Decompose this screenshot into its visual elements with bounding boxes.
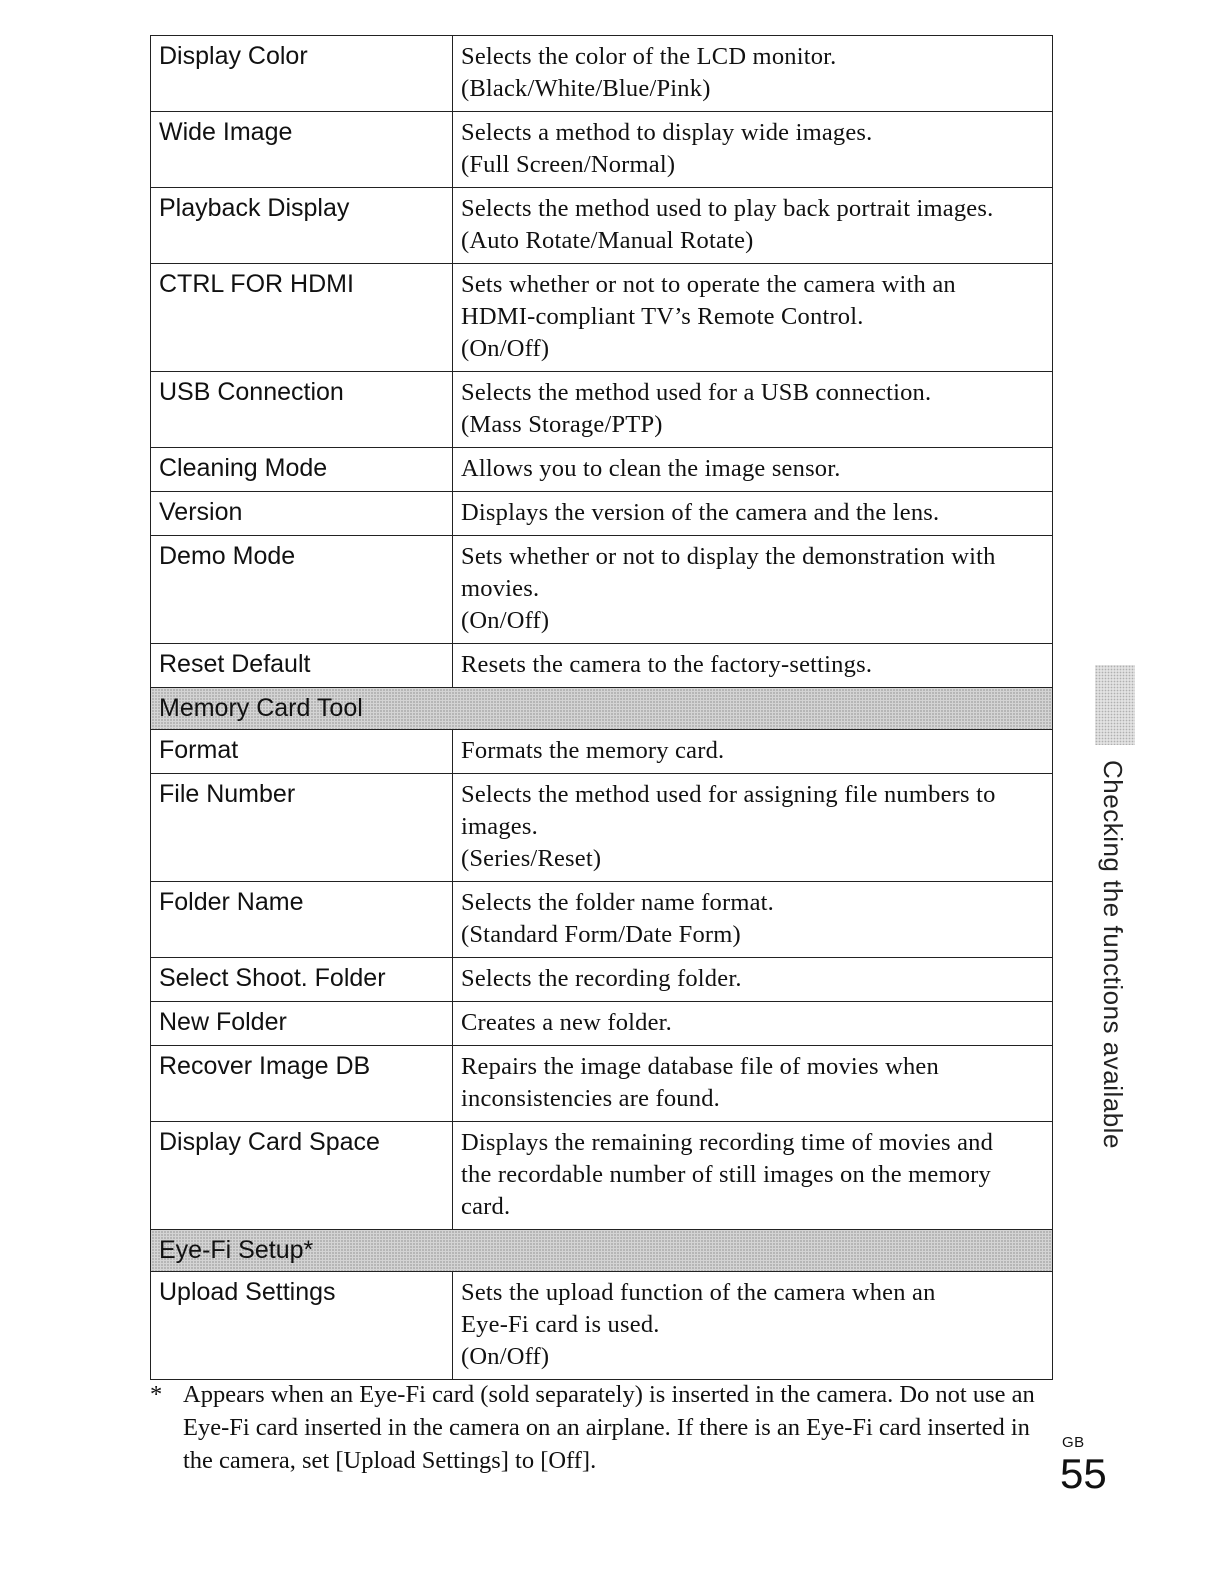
table-row [151,774,1053,882]
description-line: (On/Off) [461,335,550,362]
description-line: images. [461,813,538,840]
table-row [151,1002,1053,1046]
setting-name: CTRL FOR HDMI [151,264,453,372]
table-row [151,958,1053,1002]
description-line: Selects the method used for assigning file numbers to [461,781,996,808]
page-region-code: GB [1062,1434,1085,1451]
setting-description [453,1002,1053,1046]
setting-name: Version [151,492,453,536]
setting-name: File Number [151,774,453,882]
table-row [151,448,1053,492]
section-header: Eye-Fi Setup* [151,1230,1053,1272]
description-line: Formats the memory card. [461,737,725,764]
table-row [151,1122,1053,1230]
description-line: Sets the upload function of the camera when an [461,1279,936,1306]
description-line: inconsistencies are found. [461,1085,720,1112]
description-line: Repairs the image database file of movies when [461,1053,939,1080]
description-line: (Series/Reset) [461,845,602,872]
description-line: Selects the color of the LCD monitor. [461,43,837,70]
side-chapter-label: Checking the functions available [1098,760,1128,1149]
description-line: Sets whether or not to operate the camera with an [461,271,956,298]
footnote-mark: * [150,1381,163,1408]
setting-description [453,730,1053,774]
table-row [151,536,1053,644]
table-row [151,1272,1053,1380]
description-line: Selects the method used for a USB connection. [461,379,932,406]
description-line: the recordable number of still images on the memory [461,1161,991,1188]
setting-name: Cleaning Mode [151,448,453,492]
description-line: (On/Off) [461,607,550,634]
setting-description [453,372,1053,448]
side-tab-marker [1095,665,1135,745]
description-line: movies. [461,575,540,602]
description-line: Selects the folder name format. [461,889,775,916]
setting-name: Upload Settings [151,1272,453,1380]
description-line: Sets whether or not to display the demonstration with [461,543,996,570]
description-line: Eye-Fi card is used. [461,1311,660,1338]
setting-name: Demo Mode [151,536,453,644]
description-line: (Mass Storage/PTP) [461,411,663,438]
table-row [151,1046,1053,1122]
setting-description [453,774,1053,882]
setting-name: Reset Default [151,644,453,688]
footnote-text: Appears when an Eye-Fi card (sold separately) is inserted in the camera. Do not use an Eye-Fi card inserted in the camera on an airplane. If there is an Eye-Fi card inserted in the camera, set [Upload Settings] to [Off]. [183,1381,1035,1474]
description-line: (Full Screen/Normal) [461,151,676,178]
setting-description [453,492,1053,536]
setting-description [453,882,1053,958]
description-line: Displays the version of the camera and the lens. [461,499,940,526]
setting-description [453,264,1053,372]
setting-description [453,1046,1053,1122]
setting-description [453,1122,1053,1230]
description-line: Allows you to clean the image sensor. [461,455,841,482]
setting-name: Select Shoot. Folder [151,958,453,1002]
setting-description [453,188,1053,264]
setting-description [453,644,1053,688]
table-row [151,882,1053,958]
description-line: (Black/White/Blue/Pink) [461,75,711,102]
setting-description [453,36,1053,112]
description-line: Resets the camera to the factory-settings. [461,651,873,678]
description-line: HDMI-compliant TV’s Remote Control. [461,303,864,330]
table-row [151,644,1053,688]
section-header-row [151,688,1053,730]
description-line: Selects the method used to play back portrait images. [461,195,994,222]
description-line: (Auto Rotate/Manual Rotate) [461,227,754,254]
table-row [151,112,1053,188]
footnote [150,1378,1050,1477]
description-line: Selects the recording folder. [461,965,742,992]
description-line: card. [461,1193,511,1220]
setting-name: USB Connection [151,372,453,448]
setting-name: Display Color [151,36,453,112]
section-header: Memory Card Tool [151,688,1053,730]
setting-name: New Folder [151,1002,453,1046]
description-line: Creates a new folder. [461,1009,673,1036]
settings-table [150,35,1053,1380]
table-row [151,264,1053,372]
settings-table-body [151,36,1053,1380]
setting-name: Display Card Space [151,1122,453,1230]
table-row [151,730,1053,774]
table-row [151,492,1053,536]
setting-description [453,448,1053,492]
setting-description [453,112,1053,188]
setting-name: Format [151,730,453,774]
description-line: (Standard Form/Date Form) [461,921,741,948]
setting-description [453,536,1053,644]
description-line: Displays the remaining recording time of movies and [461,1129,994,1156]
description-line: (On/Off) [461,1343,550,1370]
table-row [151,372,1053,448]
table-row [151,188,1053,264]
setting-description [453,1272,1053,1380]
section-header-row [151,1230,1053,1272]
setting-name: Playback Display [151,188,453,264]
table-row [151,36,1053,112]
setting-description [453,958,1053,1002]
setting-name: Folder Name [151,882,453,958]
page-number: 55 [1060,1450,1107,1497]
setting-name: Wide Image [151,112,453,188]
description-line: Selects a method to display wide images. [461,119,873,146]
setting-name: Recover Image DB [151,1046,453,1122]
